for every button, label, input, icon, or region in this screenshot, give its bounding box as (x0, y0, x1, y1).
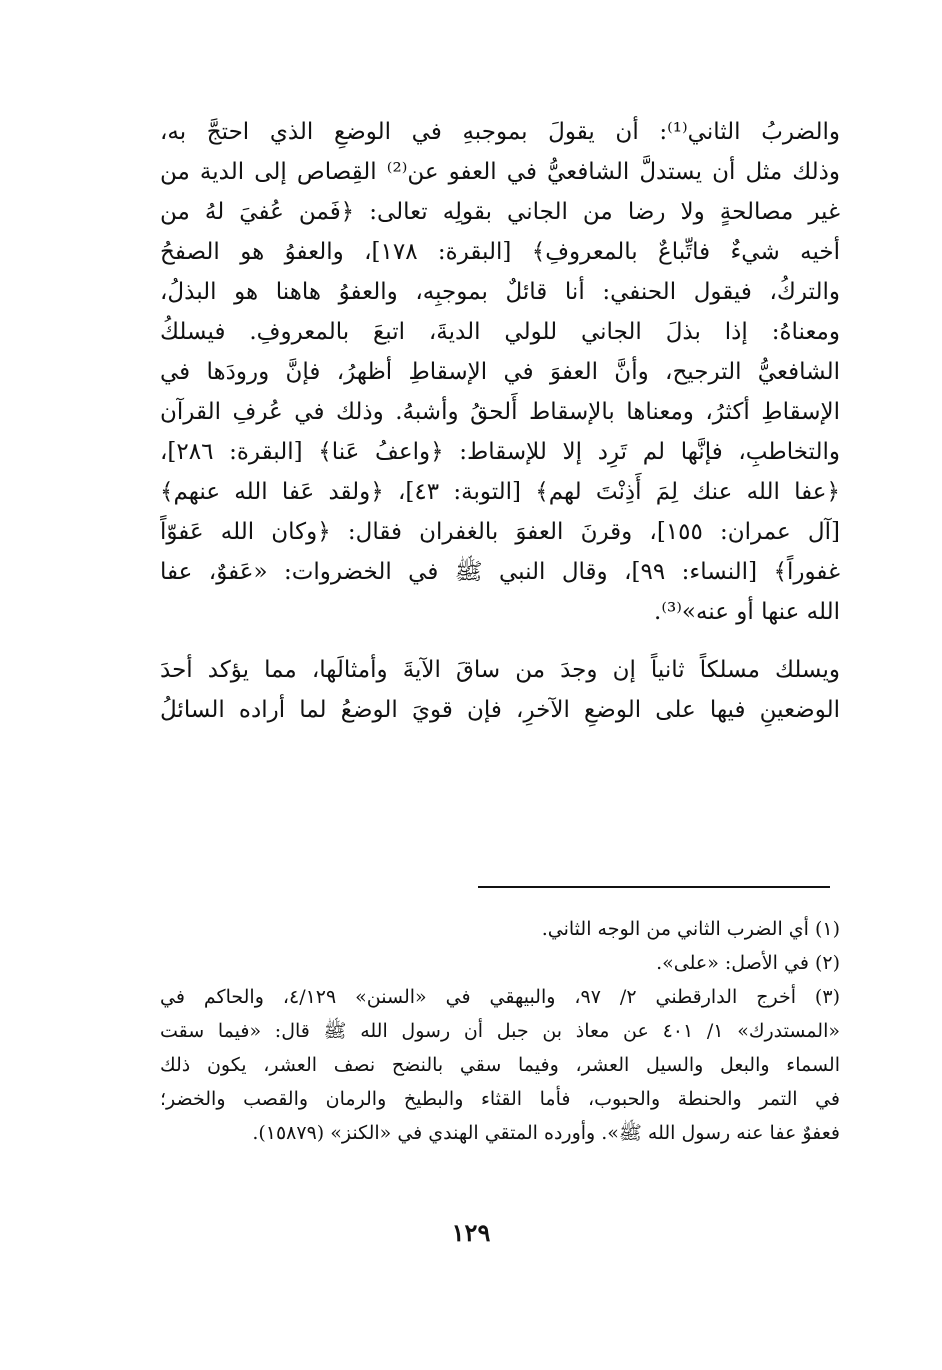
text-line: غير مصالحةٍ ولا رضا من الجاني بقولِه تعالى: ﴿فَمن عُفيَ لهُ من (160, 199, 840, 225)
main-text (160, 112, 840, 730)
footnotes (160, 912, 840, 1150)
text-line: ﴿عفا الله عنك لِمَ أَذِنْتَ لهم﴾ [التوبة: ٤٣]، ﴿ولقد عَفا الله عنهم﴾ (160, 479, 840, 505)
text-line: الله عنها أو عنه»⁽³⁾. (654, 599, 840, 625)
footnote-line: في التمر والحنطة والحبوب، فأما القثاء والبطيخ والرمان والقصب والخضر؛ (160, 1088, 840, 1110)
text-line: الإسقاطِ أكثرُ، ومعناها بالإسقاط أَلحقُ وأشبهُ. وذلك في عُرفِ القرآن (160, 399, 840, 425)
text-line: والتخاطبِ، فإنَّها لم تَرِد إلا للإسقاط: ﴿واعفُ عَنا﴾ [البقرة: ٢٨٦]، (160, 439, 840, 465)
text-line: ويسلك مسلكاً ثانياً إن وجدَ من ساقَ الآيةَ وأمثالَها، مما يؤكد أحدَ (160, 657, 840, 683)
footnote-2: (٢) في الأصل: «على». (656, 952, 840, 974)
footnote-separator (478, 886, 830, 888)
paragraph-gap (160, 632, 840, 650)
text-line: [آل عمران: ١٥٥]، وقرنَ العفوَ بالغفران فقال: ﴿وكان الله عَفوّاً (160, 519, 840, 545)
paragraph (160, 650, 840, 730)
footnote-line: «المستدرك» ١/ ٤٠١ عن معاذ بن جبل أن رسول الله ﷺ قال: «فيما سقت (160, 1020, 840, 1042)
paragraph (160, 112, 840, 632)
text-line: ومعناهُ: إذا بذلَ الجاني للولي الديةَ، اتبعَ بالمعروفِ. فيسلكُ (160, 319, 840, 345)
footnote-line: فعفوٌ عفا عنه رسول الله ﷺ». وأورده المتقي الهندي في «الكنز» (١٥٨٧٩). (252, 1122, 840, 1144)
text-line: والضربُ الثاني⁽¹⁾: أن يقولَ بموجبهِ في الوضعِ الذي احتجَّ به، (160, 119, 840, 145)
text-line: أخيه شيءٌ فاتِّباعٌ بالمعروفِ﴾ [البقرة: ١٧٨]، والعفوُ هو الصفحُ (160, 239, 840, 265)
footnote-line: السماء والبعل والسيل العشر، وفيما سقي بالنضح نصف العشر، يكون ذلك (160, 1054, 840, 1076)
footnote-3 (160, 980, 840, 1150)
text-line: والتركُ، فيقول الحنفي: أنا قائلٌ بموجبِه، والعفوُ هاهنا هو البذلُ، (160, 279, 840, 305)
text-line: وذلك مثل أن يستدلَّ الشافعيُّ في العفو عن⁽²⁾ القِصاص إلى الدية من (160, 159, 840, 185)
text-line: غفوراً﴾ [النساء: ٩٩]، وقال النبي ﷺ في الخضروات: «عَفوٌ، عفا (160, 559, 840, 585)
page-number: ١٢٩ (451, 1218, 491, 1247)
footnote-line: (٣) أخرج الدارقطني ٢/ ٩٧، والبيهقي في «السنن» ٤/١٢٩، والحاكم في (160, 986, 840, 1008)
footnote-1: (١) أي الضرب الثاني من الوجه الثاني. (541, 918, 840, 940)
text-line: الشافعيُّ الترجيح، وأنَّ العفوَ في الإسقاطِ أظهرُ، فإنَّ ورودَها في (160, 359, 840, 385)
text-line: الوضعينِ فيها على الوضعِ الآخرِ، فإن قويَ الوضعُ لما أراده السائلُ (160, 697, 840, 723)
